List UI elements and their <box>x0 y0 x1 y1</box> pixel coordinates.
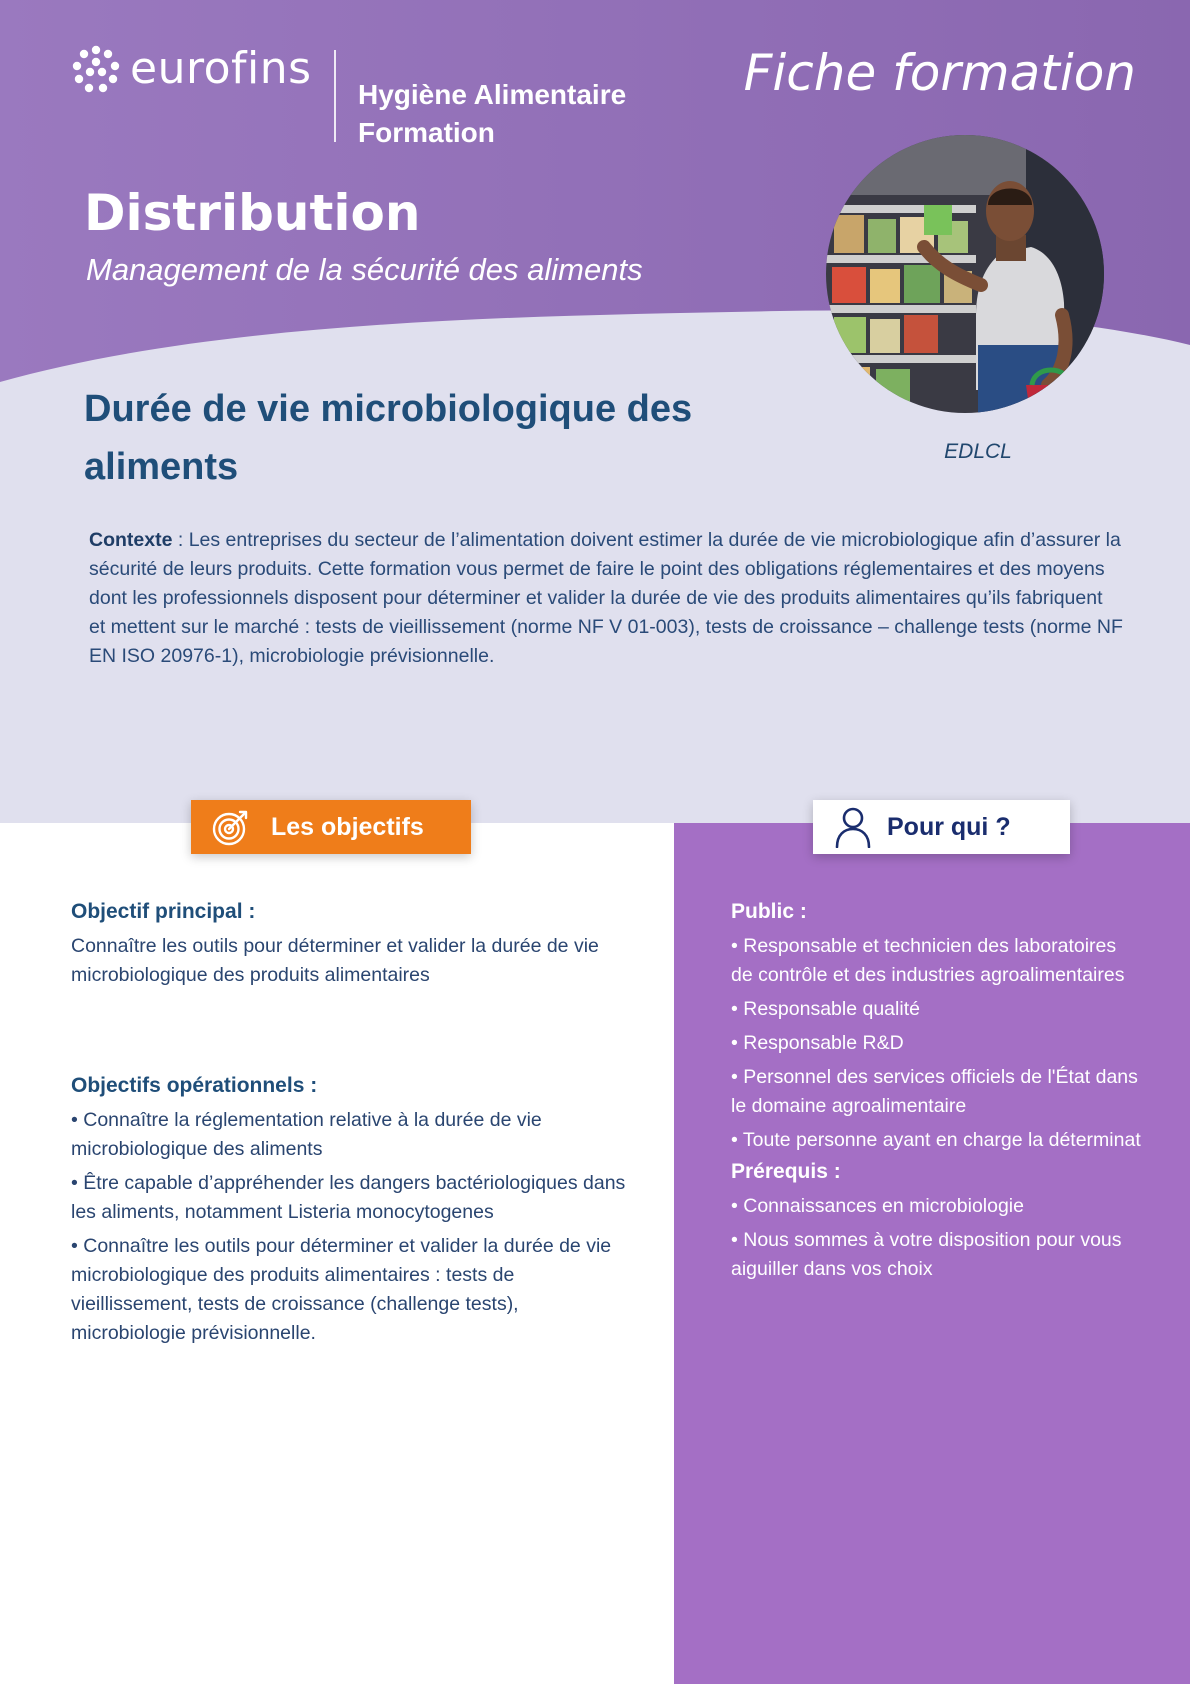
prerequisite-item: • Connaissances en microbiologie <box>731 1195 1024 1217</box>
objectives-badge-label: Les objectifs <box>271 812 424 841</box>
public-heading: Public : <box>731 900 807 923</box>
operational-objectives-heading: Objectifs opérationnels : <box>71 1074 318 1097</box>
public-item: • Toute personne ayant en charge la déterminat <box>731 1129 1141 1151</box>
doc-type: Fiche formation <box>743 44 1136 102</box>
eurofins-dots-icon <box>72 45 120 93</box>
logo-divider <box>334 50 336 142</box>
operational-objective-item: • Connaître les outils pour déterminer et valider la durée de vie microbiologique des produits alimentaires : tests de vieillissement, tests de croissance (challenge tests), microbiologie prévisionnelle. <box>71 1235 612 1344</box>
public-item: • Responsable R&D <box>731 1032 904 1054</box>
main-objective-heading: Objectif principal : <box>71 900 256 923</box>
prerequisites-heading: Prérequis : <box>731 1160 841 1183</box>
domain-subtitle: Management de la sécurité des aliments <box>86 252 643 287</box>
eurofins-logo <box>72 42 322 96</box>
public-item: • Responsable qualité <box>731 998 920 1020</box>
public-item: • Personnel des services officiels de l'État dans le domaine agroalimentaire <box>731 1066 1138 1117</box>
prerequisite-item: • Nous sommes à votre disposition pour vous aiguiller dans vos choix <box>731 1229 1122 1280</box>
course-code: EDLCL <box>944 440 1012 463</box>
person-icon <box>833 806 873 848</box>
operational-objective-item: • Être capable d’appréhender les dangers bactériologiques dans les aliments, notamment Listeria monocytogenes <box>71 1172 626 1223</box>
sub-brand-line2: Formation <box>358 117 495 148</box>
domain-title: Distribution <box>84 184 421 242</box>
context-label: Contexte <box>89 529 173 551</box>
audience-section <box>731 900 1141 1289</box>
sub-brand-line1: Hygiène Alimentaire <box>358 79 627 110</box>
context-paragraph <box>89 526 1124 671</box>
objectives-section <box>71 900 631 1353</box>
supermarket-shopper-photo <box>826 135 1104 413</box>
operational-objective-item: • Connaître la réglementation relative à la durée de vie microbiologique des aliments <box>71 1109 542 1160</box>
context-text: : Les entreprises du secteur de l’alimentation doivent estimer la durée de vie microbiologique afin d’assurer la sécurité de leurs produits. Cette formation vous permet de faire le point des obligations réglementaires et des moyens dont les professionnels disposent pour déterminer et valider la durée de vie des produits alimentaires qu’ils fabriquent et mettent sur le marché : tests de vieillissement (norme NF V 01-003), tests de croissance – challenge tests (norme NF EN ISO 20976-1), microbiologie prévisionnelle. <box>89 529 1123 667</box>
audience-badge-label: Pour qui ? <box>887 812 1011 841</box>
objectives-badge <box>191 800 471 854</box>
sub-brand <box>358 76 626 152</box>
brand-name: eurofins <box>130 43 312 94</box>
audience-badge <box>813 800 1070 854</box>
course-title: Durée de vie microbiologique des aliments <box>84 388 693 488</box>
main-objective-text: Connaître les outils pour déterminer et valider la durée de vie microbiologique des produits alimentaires <box>71 935 599 986</box>
shopper-photo <box>826 135 1104 413</box>
target-icon <box>211 807 251 847</box>
public-item: • Responsable et technicien des laboratoires de contrôle et des industries agroalimentaires <box>731 935 1125 986</box>
header-band <box>0 0 1190 823</box>
